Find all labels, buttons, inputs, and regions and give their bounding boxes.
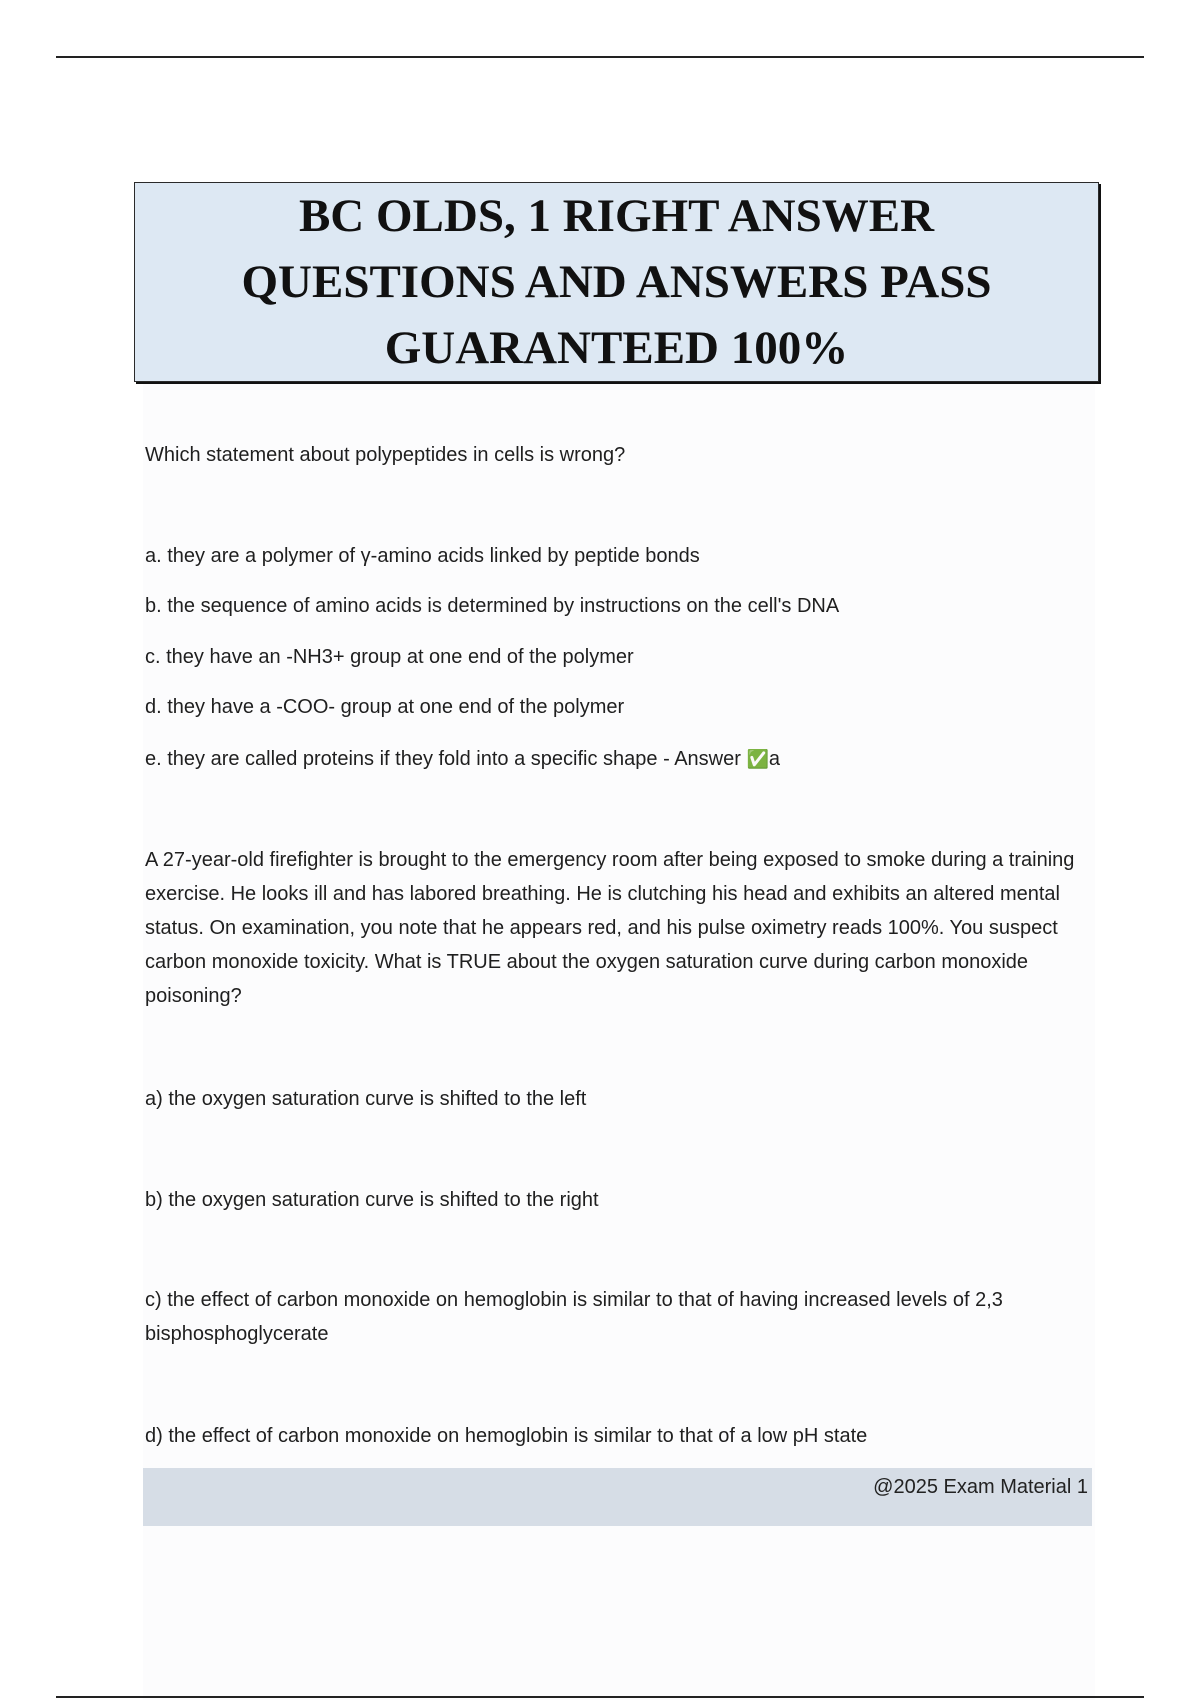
q2-option-a: a) the oxygen saturation curve is shifted to the left: [145, 1088, 587, 1110]
footer-text: @2025 Exam Material 1: [873, 1476, 1088, 1498]
q2-option-d: d) the effect of carbon monoxide on hemoglobin is similar to that of a low pH state: [145, 1425, 868, 1447]
q1-option-e: [145, 742, 780, 777]
top-rule: [56, 56, 1144, 58]
question-1-text: Which statement about polypeptides in cells is wrong?: [145, 444, 626, 466]
q1-option-e-text: e. they are called proteins if they fold into a specific shape - Answer: [145, 748, 747, 770]
q1-option-d: d. they have a -COO- group at one end of the polymer: [145, 696, 625, 718]
q1-answer: a: [768, 748, 780, 770]
footer-bar: [143, 1468, 1092, 1526]
question-2-text: A 27-year-old firefighter is brought to the emergency room after being exposed to smoke during a training exercise. He looks ill and has labored breathing. He is clutching his head and exhibits an altered mental status. On examination, you note that he appears red, and his pulse oximetry reads 100%. You suspect carbon monoxide toxicity. What is TRUE about the oxygen saturation curve during carbon monoxide poisoning?: [145, 849, 1075, 1007]
q2-option-b: b) the oxygen saturation curve is shifted to the right: [145, 1189, 599, 1211]
bottom-rule: [56, 1696, 1144, 1698]
document-title: BC OLDS, 1 RIGHT ANSWER QUESTIONS AND ANSWERS PASS GUARANTEED 100%: [241, 190, 992, 374]
q1-option-c: c. they have an -NH3+ group at one end of the polymer: [145, 646, 634, 668]
q2-option-c: c) the effect of carbon monoxide on hemoglobin is similar to that of having increased levels of 2,3 bisphosphoglycerate: [145, 1289, 1003, 1345]
check-mark-icon: ✅: [746, 749, 769, 770]
q1-option-a: a. they are a polymer of γ-amino acids linked by peptide bonds: [145, 545, 700, 567]
q1-option-b: b. the sequence of amino acids is determined by instructions on the cell's DNA: [145, 595, 840, 617]
title-box: [134, 182, 1099, 382]
